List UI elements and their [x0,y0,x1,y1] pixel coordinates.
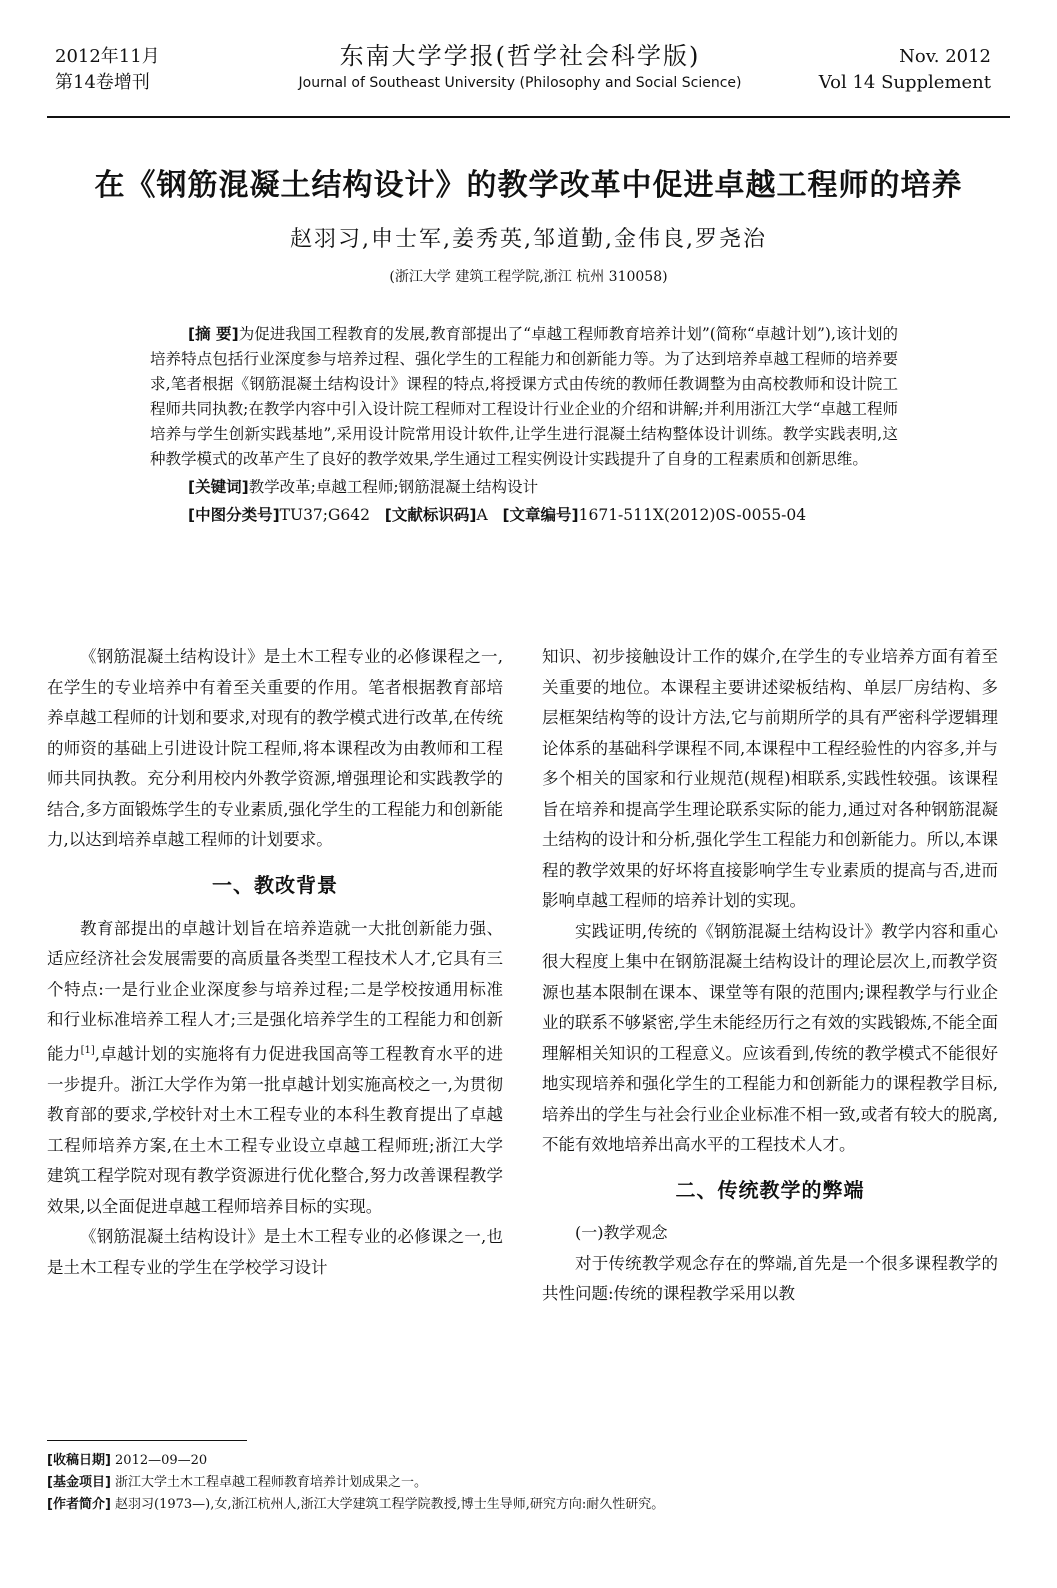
footnote-rule [47,1440,247,1441]
abstract-block [150,322,898,528]
section-1-paragraph-3: 实践证明,传统的《钢筋混凝土结构设计》教学内容和重心很大程度上集中在钢筋混凝土结构设计的理论层次上,而教学资源也基本限制在课本、课堂等有限的范围内;课程教学与行业企业的联系不够紧密,学生未能经历行之有效的实践锻炼,不能全面理解相关知识的工程意义。应该看到,传统的教学模式不能很好地实现培养和强化学生的工程能力和创新能力的课程教学目标,培养出的学生与社会行业企业标准不相一致,或者有较大的脱离,不能有效地培养出高水平的工程技术人才。 [542,921,998,1154]
journal-name-cn: 东南大学学报(哲学社会科学版) [339,42,701,70]
section-1-paragraph-1-text-a: 教育部提出的卓越计划旨在培养造就一大批创新能力强、适应经济社会发展需要的高质量各类型工程技术人才,它具有三个特点:一是行业企业深度参与培养过程;二是学校按通用标准和行业标准培养工程人才;三是强化培养学生的工程能力和创新能力 [47,918,503,1063]
footnote-received [47,1450,1010,1472]
section-1-paragraph-2: 《钢筋混凝土结构设计》是土木工程专业的必修课之一,也是土木工程专业的学生在学校学习设计 [47,1227,503,1277]
citation-ref: [1] [80,1044,95,1056]
footnote-author [47,1494,1010,1516]
header-rule [47,116,1010,118]
section-1-heading: 一、教改背景 [212,872,338,897]
body-column-right [542,642,998,1310]
section-2-heading: 二、传统教学的弊端 [675,1177,865,1202]
journal-name-en: Journal of Southeast University (Philosophy and Social Science) [298,75,742,91]
article-affiliation: (浙江大学 建筑工程学院,浙江 杭州 310058) [389,269,668,285]
author-bio-label: [作者简介] [47,1497,111,1512]
section-1-paragraph-1 [47,914,503,1223]
author-bio-text: 赵羽习(1973—),女,浙江杭州人,浙江大学建筑工程学院教授,博士生导师,研究方向:耐久性研究。 [115,1497,665,1512]
article-no-value: 1671-511X(2012)0S-0055-04 [578,506,807,524]
abstract-paragraph [150,322,898,472]
article-authors: 赵羽习,申士军,姜秀英,邹道勤,金伟良,罗尧治 [290,227,767,252]
header-volume-en: Vol 14 Supplement [818,72,991,93]
received-label: [收稿日期] [47,1453,111,1468]
header-volume: 第14卷增刊 [55,72,150,93]
footnotes [47,1450,1010,1516]
keywords-label: [关键词] [188,478,249,496]
keywords-text: 教学改革;卓越工程师;钢筋混凝土结构设计 [248,478,539,496]
header-issue-en [819,44,991,96]
footnote-fund [47,1472,1010,1494]
article-no-label: [文章编号] [502,506,579,524]
clc-label: [中图分类号] [188,506,280,524]
section-1-paragraph-1-text-b: ,卓越计划的实施将有力促进我国高等工程教育水平的进一步提升。浙江大学作为第一批卓越计划实施高校之一,为贯彻教育部的要求,学校针对土木工程专业的本科生教育提出了卓越工程师培养方案,在土木工程专业设立卓越工程师班;浙江大学建筑工程学院对现有教学资源进行优化整合,努力改善课程教学效果,以全面促进卓越工程师培养目标的实现。 [47,1044,504,1216]
fund-label: [基金项目] [47,1475,111,1490]
received-date: 2012—09—20 [115,1453,208,1468]
header-date-en: Nov. 2012 [899,46,991,67]
doc-code-label: [文献标识码] [384,506,477,524]
classification-line [150,503,898,528]
intro-paragraph: 《钢筋混凝土结构设计》是土木工程专业的必修课程之一,在学生的专业培养中有着至关重要的作用。笔者根据教育部培养卓越工程师的计划和要求,对现有的教学模式进行改革,在传统的师资的基础上引进设计院工程师,将本课程改为由教师和工程师共同执教。充分利用校内外教学资源,增强理论和实践教学的结合,多方面锻炼学生的专业素质,强化学生的工程能力和创新能力,以达到培养卓越工程师的计划要求。 [47,647,503,849]
keywords-line [150,475,898,500]
header-issue-date [55,44,160,96]
section-1-paragraph-2-continued: 知识、初步接触设计工作的媒介,在学生的专业培养方面有着至关重要的地位。本课程主要讲述梁板结构、单层厂房结构、多层框架结构等的设计方法,它与前期所学的具有严密科学逻辑理论体系的基础科学课程不同,本课程中工程经验性的内容多,并与多个相关的国家和行业规范(规程)相联系,实践性较强。该课程旨在培养和提高学生理论联系实际的能力,通过对各种钢筋混凝土结构的设计和分析,强化学生工程能力和创新能力。所以,本课程的教学效果的好坏将直接影响学生专业素质的提高与否,进而影响卓越工程师的培养计划的实现。 [542,647,998,910]
journal-name [230,40,810,94]
clc-value: TU37;G642 [279,506,370,524]
body-column-left [47,642,503,1283]
fund-text: 浙江大学土木工程卓越工程师教育培养计划成果之一。 [115,1475,428,1490]
abstract-label: [摘 要] [188,325,239,343]
article-title: 在《钢筋混凝土结构设计》的教学改革中促进卓越工程师的培养 [94,168,963,203]
section-2-paragraph-1: 对于传统教学观念存在的弊端,首先是一个很多课程教学的共性问题:传统的课程教学采用以教 [542,1253,998,1303]
subsection-1-heading: (一)教学观念 [575,1222,668,1242]
header-date: 2012年11月 [55,46,160,67]
abstract-text: 为促进我国工程教育的发展,教育部提出了“卓越工程师教育培养计划”(简称“卓越计划”),该计划的培养特点包括行业深度参与培养过程、强化学生的工程能力和创新能力等。为了达到培养卓越工程师的培养要求,笔者根据《钢筋混凝土结构设计》课程的特点,将授课方式由传统的教师任教调整为由高校教师和设计院工程师共同执教;在教学内容中引入设计院工程师对工程设计行业企业的介绍和讲解;并利用浙江大学“卓越工程师培养与学生创新实践基地”,采用设计院常用设计软件,让学生进行混凝土结构整体设计训练。教学实践表明,这种教学模式的改革产生了良好的教学效果,学生通过工程实例设计实践提升了自身的工程素质和创新思维。 [150,325,898,468]
doc-code-value: A [476,506,488,524]
